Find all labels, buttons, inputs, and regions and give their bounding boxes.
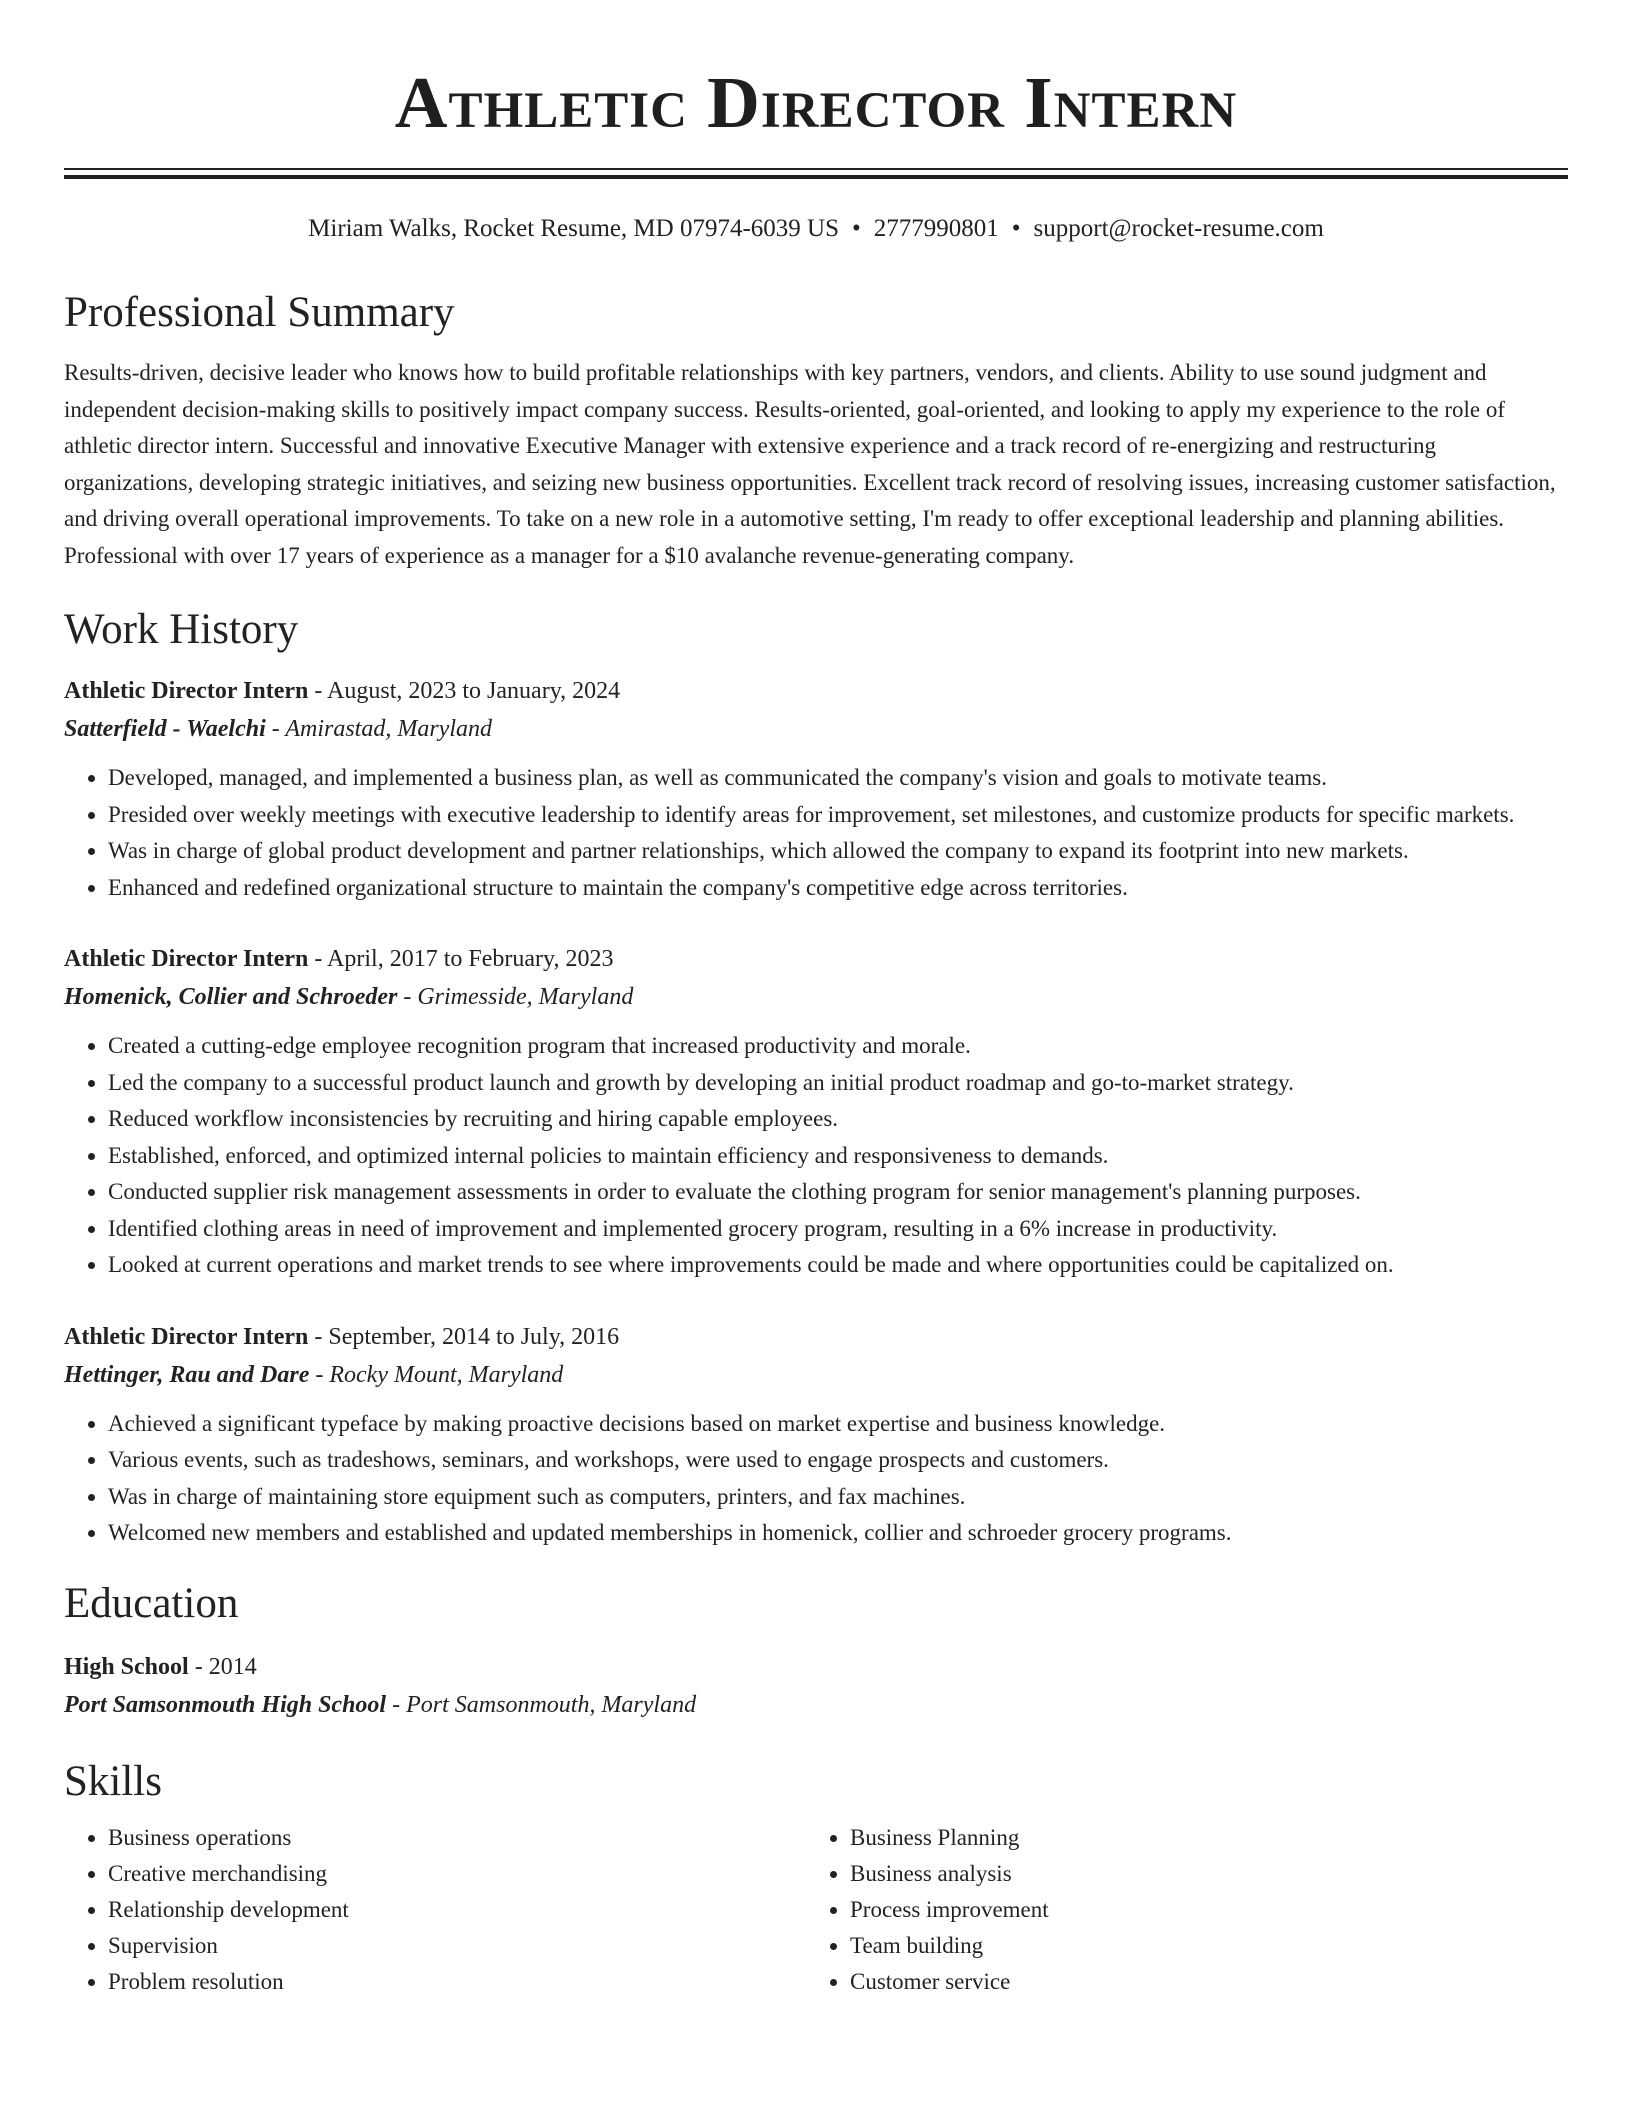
job-bullet: • Reduced workflow inconsistencies by recruiting and hiring capable employees. (108, 1101, 1568, 1138)
job-bullet: • Looked at current operations and market trends to see where improvements could be made and where opportunities could be capitalized on. (108, 1247, 1568, 1284)
job-title: Athletic Director Intern (64, 1323, 309, 1350)
job-location: - Rocky Mount, Maryland (309, 1361, 564, 1388)
education-degree: High School (64, 1653, 189, 1680)
work-history-section (64, 604, 1568, 1552)
skill-item: • Team building (850, 1928, 1548, 1964)
summary-text: Results-driven, decisive leader who knows how to build profitable relationships with key partners, vendors, and clients. Ability to use sound judgment and independent decision-making skills to positively impact company success. Results-oriented, goal-oriented, and looking to apply my experience to the role of athletic director intern. Successful and innovative Executive Manager with extensive experience and a track record of re-energizing and restructuring organizations, developing strategic initiatives, and seizing new business opportunities. Excellent track record of resolving issues, increasing customer satisfaction, and driving overall operational improvements. To take on a new role in a automotive setting, I'm ready to offer exceptional leadership and planning abilities. Professional with over 17 years of experience as a manager for a $10 avalanche revenue-generating company. (64, 360, 1556, 568)
job-bullet: • Was in charge of maintaining store equipment such as computers, printers, and fax machines. (108, 1479, 1568, 1516)
job-location: - Amirastad, Maryland (265, 716, 492, 742)
skills-grid (64, 1820, 1568, 2000)
contact-address: Miriam Walks, Rocket Resume, MD 07974-6039 US (308, 215, 839, 242)
skill-item: • Business operations (108, 1820, 806, 1856)
job-bullet: • Conducted supplier risk management assessments in order to evaluate the clothing program for senior management's planning purposes. (108, 1174, 1568, 1211)
job-company: Satterfield - Waelchi (64, 716, 266, 742)
education-location: - Port Samsonmouth, Maryland (386, 1691, 697, 1718)
job-title-line (64, 672, 1568, 710)
skill-item: • Business Planning (850, 1820, 1548, 1856)
skills-section (64, 1756, 1568, 2000)
job-dates: - September, 2014 to July, 2016 (308, 1323, 620, 1350)
skill-item: • Creative merchandising (108, 1856, 806, 1892)
skill-item: • Supervision (108, 1928, 806, 1964)
contact-separator: • (852, 215, 861, 242)
education-entry (64, 1648, 1568, 1724)
employer-line (64, 978, 1568, 1016)
job-bullet: • Was in charge of global product development and partner relationships, which allowed the company to expand its footprint into new markets. (108, 833, 1568, 870)
skill-item: • Business analysis (850, 1856, 1548, 1892)
job-bullet: • Established, enforced, and optimized internal policies to maintain efficiency and responsiveness to demands. (108, 1138, 1568, 1175)
job-bullets (64, 1028, 1568, 1284)
skills-heading: Skills (64, 1757, 162, 1805)
job-bullet: • Led the company to a successful product launch and growth by developing an initial product roadmap and go-to-market strategy. (108, 1065, 1568, 1102)
job-title-line (64, 940, 1568, 978)
degree-line (64, 1648, 1568, 1686)
skills-column-left (64, 1820, 806, 2000)
job-bullet: • Developed, managed, and implemented a business plan, as well as communicated the company's vision and goals to motivate teams. (108, 760, 1568, 797)
job-bullet: • Presided over weekly meetings with executive leadership to identify areas for improvement, set milestones, and customize products for specific markets. (108, 797, 1568, 834)
work-history-heading: Work History (64, 606, 299, 653)
job-entry (64, 672, 1568, 906)
job-title-line (64, 1318, 1568, 1356)
skill-item: • Process improvement (850, 1892, 1548, 1928)
school-line (64, 1686, 1568, 1724)
contact-phone: 2777990801 (873, 215, 999, 242)
skills-column-right (806, 1820, 1548, 2000)
skills-list (64, 1820, 806, 2000)
employer-line (64, 1356, 1568, 1394)
summary-heading: Professional Summary (64, 289, 455, 336)
education-heading: Education (64, 1579, 239, 1627)
skill-item: • Problem resolution (108, 1964, 806, 2000)
job-company: Hettinger, Rau and Dare (64, 1361, 310, 1388)
job-dates: - August, 2023 to January, 2024 (308, 678, 621, 704)
job-company: Homenick, Collier and Schroeder (64, 984, 398, 1010)
contact-separator: • (1011, 215, 1021, 242)
job-location: - Grimesside, Maryland (397, 984, 634, 1010)
education-school: Port Samsonmouth High School (64, 1691, 387, 1718)
contact-email: support@rocket-resume.com (1033, 215, 1324, 242)
job-bullet: • Various events, such as tradeshows, seminars, and workshops, were used to engage prospects and customers. (108, 1442, 1568, 1479)
job-bullet: • Identified clothing areas in need of improvement and implemented grocery program, resulting in a 6% increase in productivity. (108, 1211, 1568, 1248)
job-bullets (64, 760, 1568, 906)
job-entry (64, 940, 1568, 1284)
education-year: - 2014 (188, 1653, 257, 1680)
header-divider (64, 168, 1568, 179)
summary-section (64, 287, 1568, 574)
education-section (64, 1578, 1568, 1724)
resume-title: Athletic Director Intern (394, 62, 1238, 143)
job-bullet: • Created a cutting-edge employee recognition program that increased productivity and morale. (108, 1028, 1568, 1065)
employer-line (64, 710, 1568, 748)
job-bullets (64, 1406, 1568, 1552)
contact-line (64, 213, 1568, 245)
job-bullet: • Welcomed new members and established and updated memberships in homenick, collier and schroeder grocery programs. (108, 1515, 1568, 1552)
job-bullet: • Achieved a significant typeface by making proactive decisions based on market expertise and business knowledge. (108, 1406, 1568, 1443)
job-title: Athletic Director Intern (64, 678, 309, 704)
job-bullet: • Enhanced and redefined organizational structure to maintain the company's competitive edge across territories. (108, 870, 1568, 907)
job-dates: - April, 2017 to February, 2023 (308, 946, 614, 972)
job-title: Athletic Director Intern (64, 946, 309, 972)
skill-item: • Customer service (850, 1964, 1548, 2000)
skill-item: • Relationship development (108, 1892, 806, 1928)
skills-list (806, 1820, 1548, 2000)
job-entry (64, 1318, 1568, 1552)
